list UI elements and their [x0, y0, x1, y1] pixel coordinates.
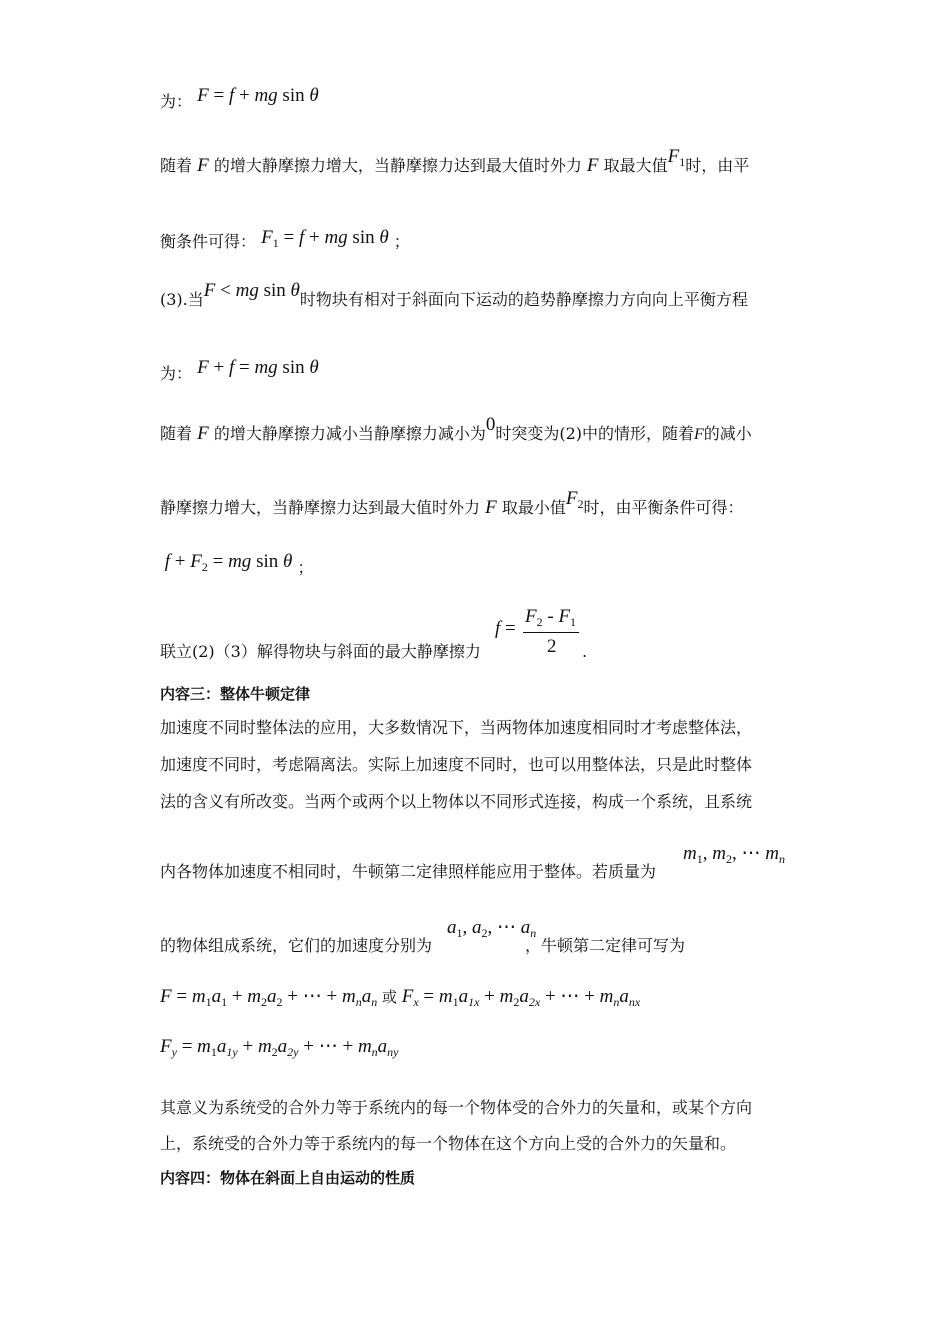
- text: 取最大值: [603, 156, 668, 175]
- equation-newton-y: $F_y = m_1a_{1y} + m_2a_{2y}$ + ⋯ + $m_na_{ny}$: [160, 1036, 399, 1059]
- paragraph-line-7: 上，系统受的合外力等于系统内的每一个物体在这个方向上受的合外力的矢量和。: [160, 1134, 737, 1153]
- paragraph-line-4: [160, 862, 656, 882]
- text: (3).当: [160, 290, 204, 309]
- equation-2: $F_1 = f$ + mg sin θ: [261, 227, 389, 250]
- line-4: [160, 280, 748, 310]
- paragraph-line-1: 加速度不同时整体法的应用，大多数情况下，当两物体加速度相同时才考虑整体法，: [160, 718, 753, 737]
- fraction-bar: [523, 632, 579, 633]
- section-heading-3: 内容三：整体牛顿定律: [160, 685, 311, 703]
- denominator: 2: [547, 636, 557, 657]
- text: 时，由平: [685, 156, 750, 175]
- equation-condition: F < mg sin θ: [203, 280, 300, 301]
- text: 取最小值: [501, 498, 566, 517]
- line-8: [160, 551, 314, 583]
- line-9: [160, 642, 481, 662]
- text: ，牛顿第二定律可写为: [525, 936, 686, 955]
- text: 时，由平衡条件可得：: [583, 498, 744, 517]
- symbol-F: F: [586, 155, 599, 176]
- symbol-F: F: [694, 426, 704, 443]
- line-1: [160, 85, 319, 112]
- paragraph-line-2: 加速度不同时，考虑隔离法。实际上加速度不同时，也可以用整体法，只是此时整体: [160, 755, 753, 774]
- text: .: [582, 642, 588, 661]
- text: 内各物体加速度不相同时，牛顿第二定律照样能应用于整体。若质量为: [160, 862, 657, 881]
- text: ；: [297, 558, 314, 577]
- text: 联立(2)（3）解得物块与斜面的最大静摩擦力: [160, 642, 481, 661]
- final-dot: [582, 642, 587, 662]
- equation-3: F + f = mg sin θ: [197, 357, 319, 378]
- symbol-F: F: [197, 155, 209, 176]
- paragraph-line-5: [160, 936, 685, 956]
- numerator: $F_2 - F_1$: [525, 606, 577, 629]
- paragraph-line-3: 法的含义有所改变。当两个或两个以上物体以不同形式连接，构成一个系统，且系统: [160, 792, 753, 811]
- symbol-F: F: [485, 497, 497, 518]
- line-2: [160, 146, 750, 181]
- text: 时突变为(2)中的情形，随着: [495, 424, 694, 443]
- masses-list: $m_1$, $m_2$, ⋯ $m_n$: [683, 843, 785, 866]
- text: 随着: [160, 424, 193, 443]
- line-7: [160, 488, 744, 523]
- symbol-F: F: [197, 423, 209, 444]
- text: 为：: [160, 92, 193, 111]
- accelerations-list: $a_1$, $a_2$, ⋯ $a_n$: [447, 917, 537, 940]
- text: ；: [393, 232, 410, 251]
- line-3: [160, 227, 410, 257]
- line-5: [160, 357, 319, 384]
- lhs: f =: [495, 618, 516, 639]
- symbol-F2: $F_2$: [565, 488, 584, 511]
- paragraph-line-6: 其意义为系统受的合外力等于系统内的每一个物体受的合外力的矢量和，或某个方向: [160, 1098, 753, 1117]
- text: 为：: [160, 364, 193, 383]
- zero-value: 0: [485, 414, 496, 435]
- text: 的增大静摩擦力减小当静摩擦力减小为: [213, 424, 486, 443]
- equation-1: F = f + mg sin θ: [197, 85, 319, 106]
- text: 的物体组成系统，它们的加速度分别为: [160, 936, 433, 955]
- text: 的增大静摩擦力增大，当静摩擦力达到最大值时外力: [213, 156, 582, 175]
- text: 的减小: [703, 424, 752, 443]
- text: 随着: [160, 156, 193, 175]
- text-or: 或: [381, 988, 397, 1006]
- section-heading-4: 内容四：物体在斜面上自由运动的性质: [160, 1169, 416, 1187]
- text: 时物块有相对于斜面向下运动的趋势静摩擦力方向向上平衡方程: [299, 290, 748, 309]
- line-6: [160, 414, 752, 445]
- equation-newton-total: $F = m_1a_1 + m_2a_2$ + ⋯ + $m_na_n$ 或 $F_x = m_1a_{1x} + m_2a_{2x}$ + ⋯ + $m_na_{nx}$: [160, 986, 641, 1009]
- equation-4: $f + F_2$ = mg sin θ: [164, 551, 293, 574]
- text: 衡条件可得：: [160, 232, 257, 251]
- symbol-F1: $F_1$: [667, 146, 686, 169]
- text: 静摩擦力增大，当静摩擦力达到最大值时外力: [160, 498, 481, 517]
